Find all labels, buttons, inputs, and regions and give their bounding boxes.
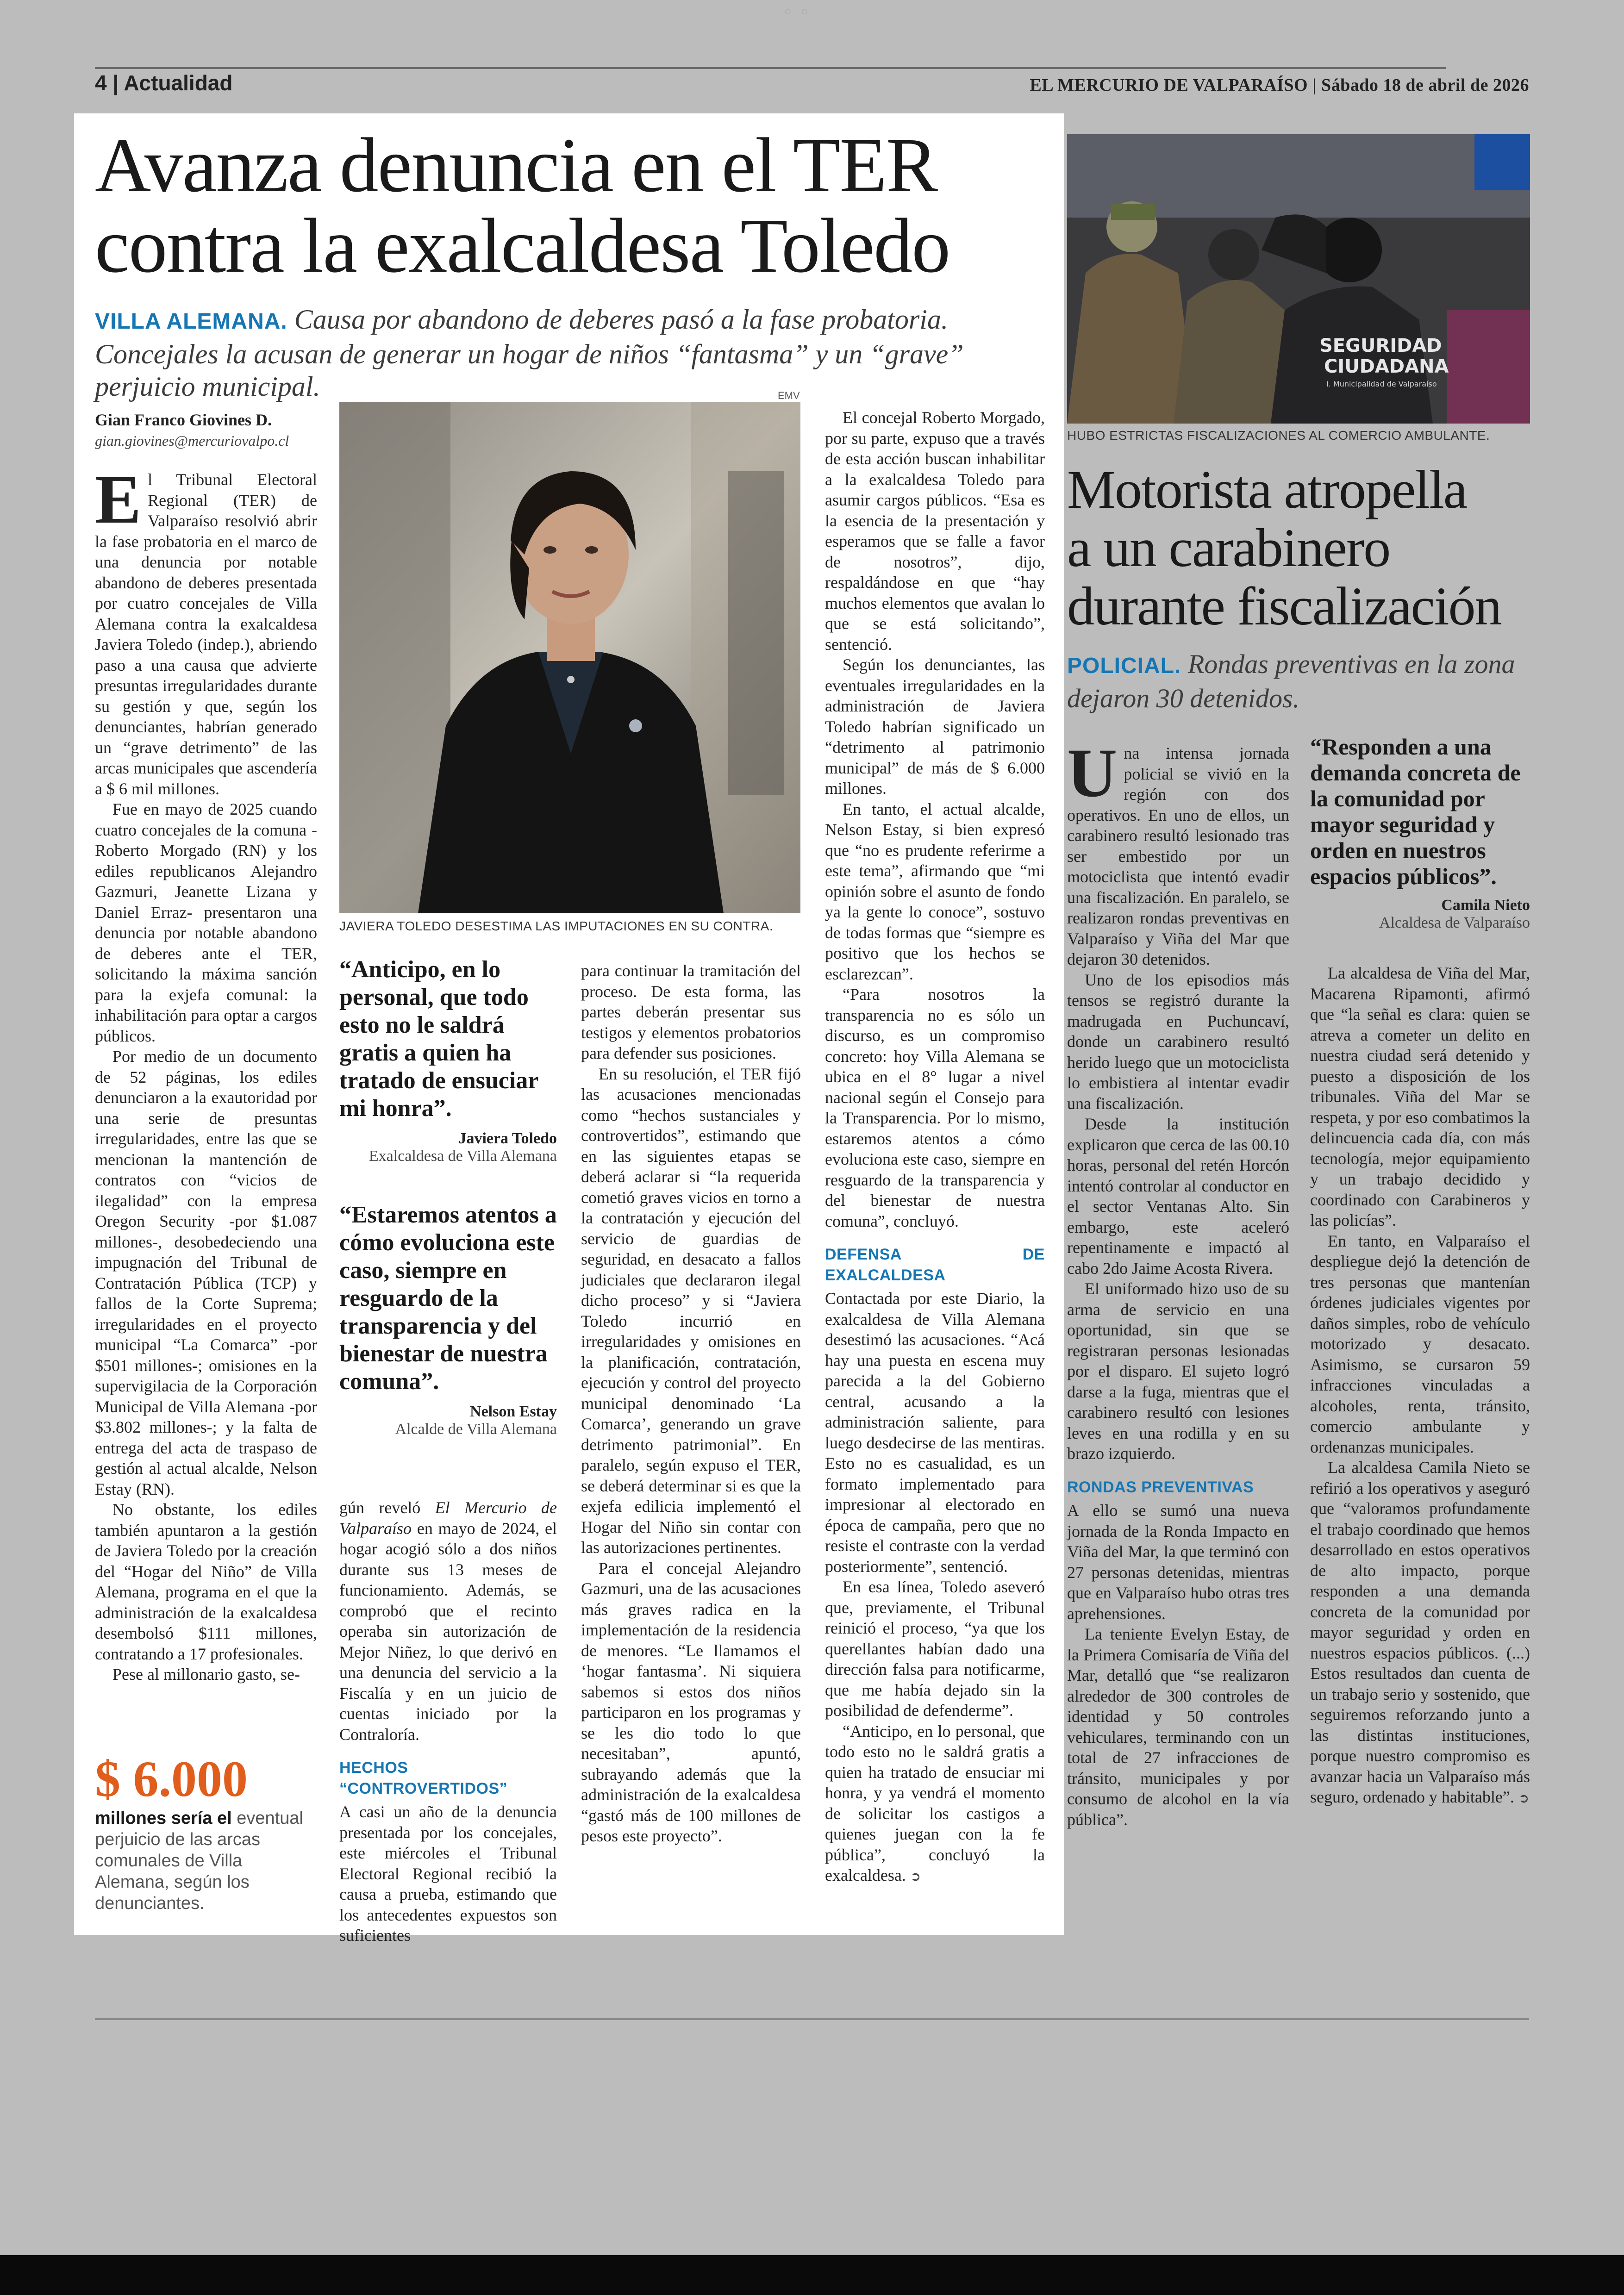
paragraph: A ello se sumó una nueva jornada de la Ronda Impacto en Viña del Mar, la que terminó con 27 personas detenidas, mientras que en Valparaíso hubo otras tres aprehensiones. xyxy=(1067,1501,1289,1623)
police-photo-caption: HUBO ESTRICTAS FISCALIZACIONES AL COMERCIO AMBULANTE. xyxy=(1067,428,1490,443)
main-column-2 xyxy=(339,1497,557,1946)
pull-quote-role: Alcaldesa de Valparaíso xyxy=(1379,914,1530,931)
paragraph: l Tribunal Electoral Regional (TER) de Valparaíso resolvió abrir la fase probatoria en el marco de una denuncia por notable abandono de deberes presentada por cuatro concejales de Villa Alemana contra la exalcaldesa Javiera Toledo (indep.), abriendo paso a una causa que advierte presuntas irregularidades durante su gestión y que, según los denunciantes, habrían generado un “grave detrimento” de las arcas municipales que ascendería a $ 6 mil millones. xyxy=(95,470,317,798)
photo-credit: EMV xyxy=(778,390,800,401)
dropcap: E xyxy=(95,461,142,538)
paragraph: La teniente Evelyn Estay, de la Primera Comisaría de Viña del Mar, detalló que “se realizaron alrededor de 300 controles de identidad y 50 controles vehiculares, terminando con un total de 27 infracciones de tránsito, municipales y por consumo de alcohol en la vía pública”. xyxy=(1067,1625,1289,1829)
pull-quote-name: Javiera Toledo xyxy=(458,1130,557,1147)
big-number-text: eventual perjuicio de las arcas comunales de Villa Alemana, según los denunciantes. xyxy=(95,1809,303,1913)
paragraph: Por medio de un documento de 52 páginas, los ediles denunciaron a la exautoridad por una serie de presuntas irregularidades, entre las que se mencionan la mantención de contratos con “vicios de ilegalidad” con la empresa Oregon Security -por $1.087 millones-, desobedeciendo una impugnación del Tribunal de Contratación Pública (TCP) y fallos de la Corte Suprema; irregularidades en el proyecto municipal “La Comarca” -por $501 millones-; omisiones en la supervigilacia de la Corporación Municipal de Villa Alemana -por $3.802 millones-; y la falta de entrega del acta de traspaso de gestión al actual alcalde, Nelson Estay (RN). xyxy=(95,1047,317,1498)
big-number-label xyxy=(95,1808,317,1914)
vest-text-1: SEGURIDAD xyxy=(1319,335,1442,356)
paragraph: Para el concejal Alejandro Gazmuri, una de las acusaciones más graves radica en la implementación de la residencia de menores. “Le llamamos el ‘hogar fantasma’. Ni siquiera sabemos si estos dos niños participaron en los programas y se les dio todo lo que necesitaban”, apuntó, subrayando además que la administración de la exalcaldesa “gastó más de 100 millones de pesos este proyecto”. xyxy=(581,1559,801,1845)
main-headline-line1: Avanza denuncia en el TER xyxy=(95,122,937,208)
author-email[interactable]: gian.giovines@mercuriovalpo.cl xyxy=(95,432,289,449)
paragraph: Contactada por este Diario, la exalcaldesa de Villa Alemana desestimó las acusaciones. “Acá hay una puesta en escena muy parecida a la del Gobierno central, acusando a la administración saliente, para luego desdecirse de las mentiras. Esto no es casualidad, es un formato implementado para impresionar al electorado en época de campaña, pero que no resiste el contraste con la verdad posteriormente”, sentenció. xyxy=(825,1289,1045,1576)
main-kicker: VILLA ALEMANA. xyxy=(95,309,287,334)
vest-text-2: CIUDADANA xyxy=(1324,356,1449,377)
paragraph: El concejal Roberto Morgado, por su parte, expuso que a través de esta acción buscan inhabilitar a la exalcaldesa Toledo para asumir cargos públicos. “Esa es la esencia de la presentación y esperamos que se falle a favor de nosotros”, dijo, respaldándose en que “hay muchos elementos que avalan lo que se está solicitando”, sentenció. xyxy=(825,408,1045,654)
paragraph: La alcaldesa de Viña del Mar, Macarena Ripamonti, afirmó que “la señal es clara: quien se atreva a cometer un delito en nuestra ciudad será detenido y puesto a disposición de los tribunales. Viña del Mar se respeta, y por eso combatimos la delincuencia cada día, con más tecnología, mejor equipamiento y un trabajo decidido y coordinado con Carabineros y las policías”. xyxy=(1310,964,1530,1229)
publication-date: Sábado 18 de abril de 2026 xyxy=(1321,75,1529,95)
header-rule xyxy=(95,67,1446,69)
paragraph: El uniformado hizo uso de su arma de servicio en una oportunidad, sin que se registraran personas lesionadas por el disparo. El sujeto logró darse a la fuga, mientras que el carabinero resultó con lesiones leves en una rodilla y en su brazo izquierdo. xyxy=(1067,1279,1289,1463)
dropcap: U xyxy=(1067,735,1118,811)
vest-text-3: I. Municipalidad de Valparaíso xyxy=(1326,380,1437,388)
bottom-rule xyxy=(95,2018,1529,2020)
main-column-4 xyxy=(825,407,1045,1887)
side-deck xyxy=(1067,648,1539,715)
paragraph: “Anticipo, en lo personal, que todo esto no le saldrá gratis a quien ha tratado de ensuciar mi honra, y ya vendrá el momento de solicitar los castigos a quienes juegan con la fe pública”, concluyó la exalcaldesa. ➲ xyxy=(825,1721,1045,1884)
side-headline xyxy=(1067,461,1539,636)
paragraph: Pese al millonario gasto, se- xyxy=(112,1665,300,1684)
end-mark-icon: ➲ xyxy=(910,1869,921,1884)
side-headline-line1: Motorista atropella xyxy=(1067,459,1467,520)
paragraph: En tanto, el actual alcalde, Nelson Estay, si bien expresó que “no es prudente referirme a este tema”, afirmando que “mi opinión sobre el asunto de fondo ya la gente lo conoce”, sostuvo de todas formas que “siempre es positivo que los hechos se esclarezcan”. xyxy=(825,799,1045,983)
paragraph: Desde la institución explicaron que cerca de las 00.10 horas, personal del retén Horcón intentó controlar al conductor en el sector Ventanas Alto. Sin embargo, este aceleró repentinamente e impactó al cabo 2do Jaime Acosta Rivera. xyxy=(1067,1115,1289,1278)
side-headline-line2: a un carabinero xyxy=(1067,518,1390,578)
big-number-value: $ 6.000 xyxy=(95,1751,248,1807)
paragraph: Uno de los episodios más tensos se registró durante la madrugada en Puchuncaví, donde un carabinero resultó herido luego que un motociclista lo embistiera al intentar evadir una fiscalización. xyxy=(1067,970,1289,1113)
paragraph: A casi un año de la denuncia presentada por los concejales, este miércoles el Tribunal Electoral Regional recibió la causa a prueba, estimando que los antecedentes expuestos son suficientes xyxy=(339,1802,557,1945)
pull-quote-name: Camila Nieto xyxy=(1441,897,1530,914)
viewer-bottom-bar xyxy=(0,2255,1624,2295)
section-header xyxy=(95,70,232,95)
paragraph: na intensa jornada policial se vivió en la región con dos operativos. En uno de ellos, un carabinero resultó lesionado tras ser embestido por un motociclista que intentó evadir una fiscalización. En paralelo, se realizaron rondas preventivas en Valparaíso y Viña del Mar que dejaron 30 detenidos. xyxy=(1067,744,1289,968)
paragraph: Según los denunciantes, las eventuales irregularidades en la administración de Javiera Toledo habrían significado un “detrimento al patrimonio municipal” de más de $ 6.000 millones. xyxy=(825,655,1045,798)
page-number: 4 xyxy=(95,71,107,95)
pull-quote-text: “Anticipo, en lo personal, que todo esto no le saldrá gratis a quien ha tratado de ensuciar mi honra”. xyxy=(339,956,538,1122)
paragraph: para continuar la tramitación del proceso. De esta forma, las partes deberán presentar sus testigos y elementos probatorios para defender sus posiciones. xyxy=(581,961,801,1062)
main-headline-line2: contra la exalcaldesa Toledo xyxy=(95,203,950,289)
toledo-photo xyxy=(339,402,800,913)
main-column-3 xyxy=(581,960,801,1846)
police-photo xyxy=(1067,134,1530,424)
publication-header xyxy=(1030,75,1529,95)
pull-quote-text: “Estaremos atentos a cómo evoluciona este caso, siempre en resguardo de la transparencia y del bienestar de nuestra comuna”. xyxy=(339,1202,557,1395)
side-kicker: POLICIAL. xyxy=(1067,654,1181,678)
main-headline xyxy=(95,122,1058,289)
header-separator: | xyxy=(112,71,124,95)
side-column-1 xyxy=(1067,735,1289,1830)
header-separator: | xyxy=(1312,75,1321,95)
paragraph: La alcaldesa Camila Nieto se refirió a los operativos y aseguró que “valoramos profundamente el trabajo coordinado que hemos desarrollado en estos operativos de alto impacto, porque responden a una demanda concreta de la comunidad por mayor seguridad y orden en nuestros espacios públicos. (...) Estos resultados dan cuenta de un trabajo serio y sostenido, que seguiremos reforzando junto a las distintas instituciones, porque nuestro compromiso es avanzar hacia un Valparaíso más seguro, ordenado y habitable”. ➲ xyxy=(1310,1458,1530,1806)
main-column-1 xyxy=(95,410,317,1685)
author-name: Gian Franco Giovines D. xyxy=(95,411,272,429)
side-column-2 xyxy=(1310,963,1530,1809)
subhead-hechos: HECHOS “CONTROVERTIDOS” xyxy=(339,1759,508,1797)
page-indicator-dots[interactable]: ◦ ◦ xyxy=(782,2,810,23)
main-deck xyxy=(95,303,1062,403)
toledo-photo-caption: JAVIERA TOLEDO DESESTIMA LAS IMPUTACIONES EN SU CONTRA. xyxy=(339,919,774,933)
end-mark-icon: ➲ xyxy=(1518,1790,1530,1806)
side-deck-text: Rondas preventivas en la zona dejaron 30 detenidos. xyxy=(1067,649,1515,713)
paragraph: No obstante, los ediles también apuntaron a la gestión de Javiera Toledo por la creación del “Hogar del Niño” de Villa Alemana, programa en el que la administración de la exalcaldesa desembolsó $111 millones, contratando a 17 profesionales. xyxy=(95,1500,317,1663)
paragraph: “Para nosotros la transparencia no es sólo un discurso, es un compromiso concreto: hoy Villa Alemana se ubica en el 8° lugar a nivel nacional según el Consejo para la Transparencia. Por lo mismo, estaremos atentos a cómo evoluciona este caso, siempre en resguardo de la transparencia y del bienestar de nuestra comuna”, concluyó. xyxy=(825,985,1045,1230)
pull-quote-toledo xyxy=(339,956,557,1165)
subhead-rondas: RONDAS PREVENTIVAS xyxy=(1067,1478,1254,1496)
paragraph: En tanto, en Valparaíso el despliegue dejó la detención de tres personas que mantenían órdenes judiciales vigentes por daños simples, robo de vehículo motorizado y desacato. Asimismo, se cursaron 59 infracciones vinculadas a alcoholes, renta, tránsito, comercio ambulante y ordenanzas municipales. xyxy=(1310,1231,1530,1456)
pull-quote-name: Nelson Estay xyxy=(470,1403,557,1420)
police-photo-illustration xyxy=(1067,134,1530,424)
pull-quote-role: Alcalde de Villa Alemana xyxy=(395,1421,557,1438)
publication-name: EL MERCURIO DE VALPARAÍSO xyxy=(1030,75,1308,95)
pull-quote-nieto xyxy=(1310,734,1530,932)
paragraph: Fue en mayo de 2025 cuando cuatro concejales de la comuna -Roberto Morgado (RN) y los ediles republicanos Alejandro Gazmuri, Jeanette Lizana y Daniel Erraz- presentaron una denuncia por notable abandono de deberes ante el TER, solicitando la máxima sanción para la exjefa comunal: la inhabilitación para optar a cargos públicos. xyxy=(95,800,317,1045)
pull-quote-estay xyxy=(339,1201,557,1438)
main-deck-text: Causa por abandono de deberes pasó a la fase probatoria. Concejales la acusan de generar un hogar de niños “fantasma” y un “grave” perjuicio municipal. xyxy=(95,304,964,402)
paragraph: En esa línea, Toledo aseveró que, previamente, el Tribunal reinició el proceso, “ya que los querellantes habían dado una dirección falsa para notificarme, que me había dejado sin la posibilidad de defenderme”. xyxy=(825,1578,1045,1720)
paragraph: gún reveló El Mercurio de Valparaíso en mayo de 2024, el hogar acogió sólo a dos niños durante sus 13 meses de funcionamiento. Además, se comprobó que el recinto operaba sin autorización de Mejor Niñez, lo que derivó en una denuncia del servicio a la Fiscalía y en un juicio de cuentas iniciado por la Contraloría. xyxy=(339,1498,557,1744)
big-number-bold: millones sería el xyxy=(95,1809,232,1828)
pull-quote-role: Exalcaldesa de Villa Alemana xyxy=(369,1148,557,1165)
paragraph: En su resolución, el TER fijó las acusaciones mencionadas como “hechos sustanciales y controvertidos”, estimando que en las siguientes etapas se deberá aclarar si “la requerida cometió graves vicios en torno a la contratación y ejecución del servicio de guardias de seguridad, en desacato a fallos judiciales que declararon ilegal dicho proceso” y si “Javiera Toledo incurrió en irregularidades y omisiones en la planificación, contratación, ejecución y control del proyecto municipal denominado ‘La Comarca’, generando un grave detrimento patrimonial”. En paralelo, según expuso el TER, se deberá determinar si es que la exjefa edilicia implementó el Hogar del Niño sin contar con las autorizaciones pertinentes. xyxy=(581,1064,801,1557)
pull-quote-text: “Responden a una demanda concreta de la comunidad por mayor seguridad y orden en nuestros espacios públicos”. xyxy=(1310,734,1521,889)
subhead-defensa: DEFENSA DE EXALCALDESA xyxy=(825,1246,1045,1284)
section-name: Actualidad xyxy=(124,71,233,95)
side-headline-line3: durante fiscalización xyxy=(1067,576,1501,636)
toledo-photo-illustration xyxy=(339,402,800,913)
